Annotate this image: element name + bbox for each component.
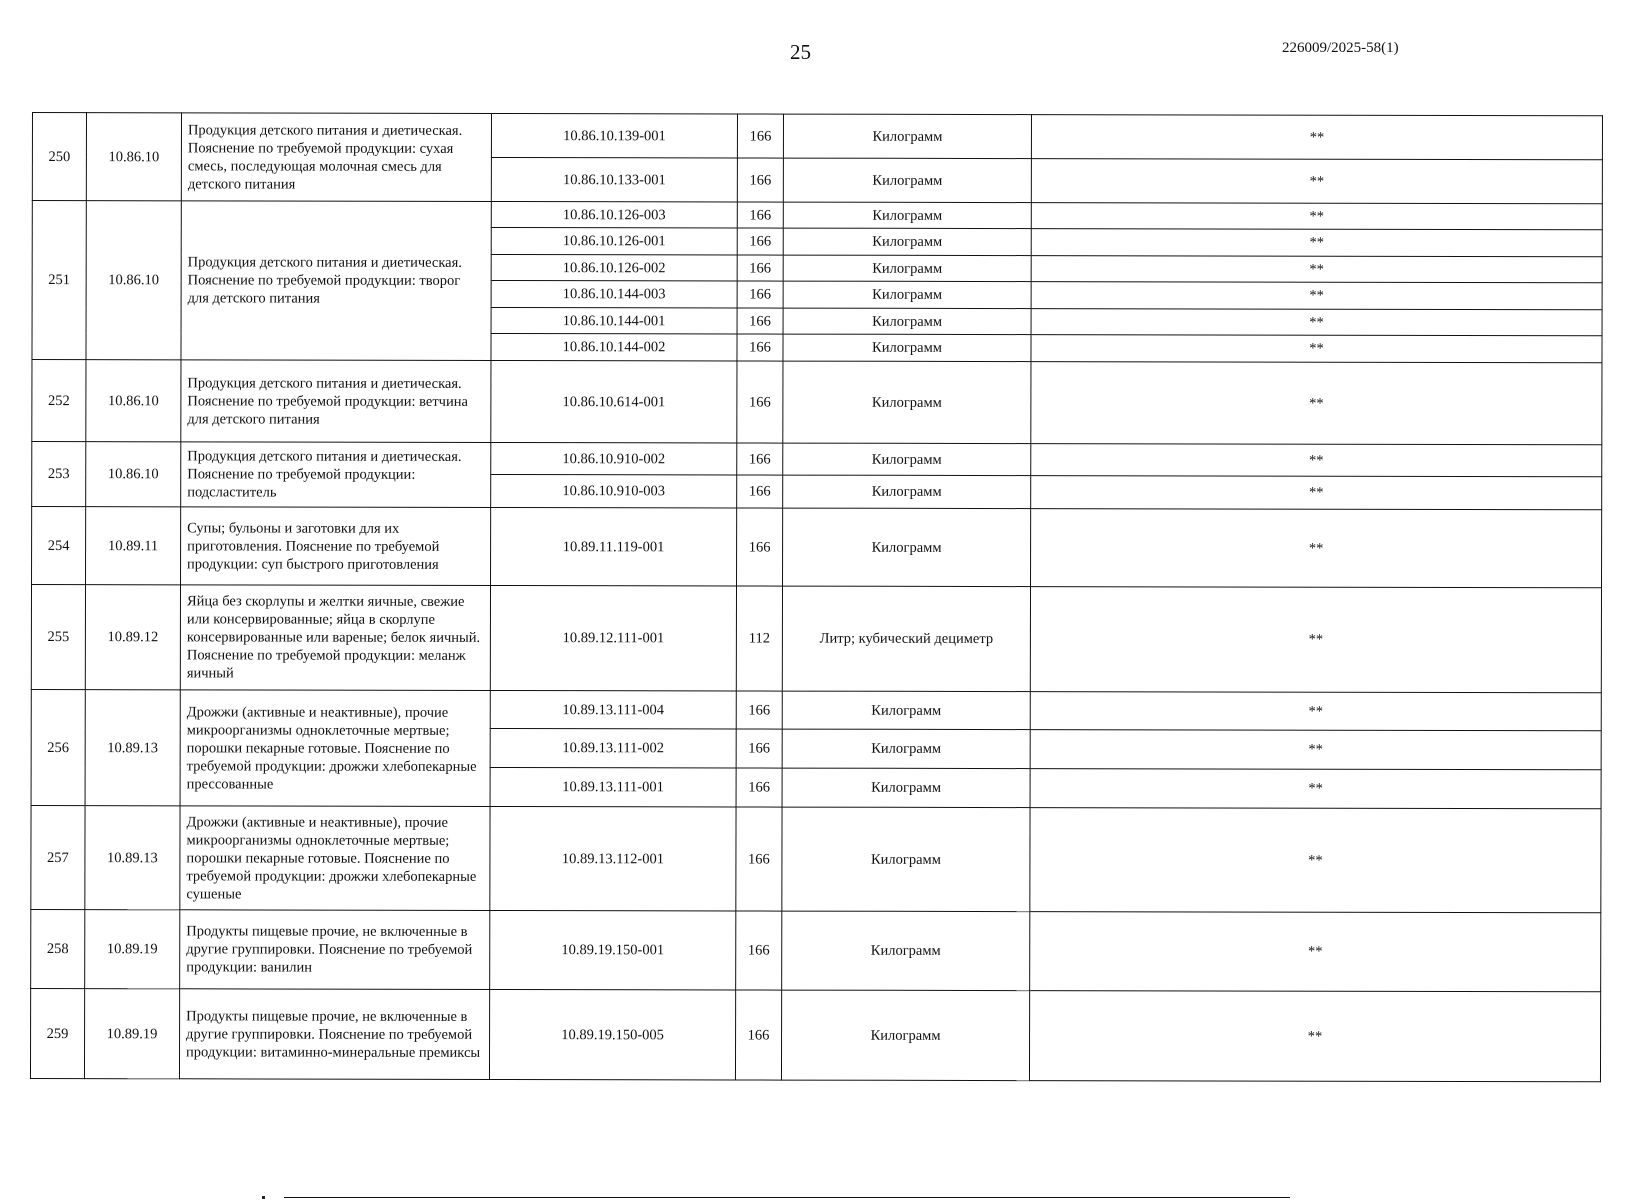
page-number: 25 — [790, 40, 811, 64]
product-description-cell: Дрожжи (активные и неактивные), прочие микроорганизмы одноклеточные мертвые; порошки пекарные готовые. Пояснение по требуемой продукции: дрожжи хлебопекарные прессованные — [180, 690, 490, 807]
okei-code-cell: 166 — [736, 729, 782, 768]
ktru-code-cell: 10.89.19.150-001 — [490, 910, 736, 990]
product-description-cell: Продукция детского питания и диетическая. Пояснение по требуемой продукции: ветчина для детского питания — [181, 360, 491, 443]
ktru-code-cell: 10.86.10.144-002 — [491, 333, 737, 361]
okpd-code-cell: 10.89.13 — [85, 690, 180, 806]
unit-cell: Килограмм — [783, 255, 1031, 282]
product-description-cell: Продукты пищевые прочие, не включенные в другие группировки. Пояснение по требуемой продукции: витаминно-минеральные премиксы — [179, 989, 489, 1080]
okpd-code-cell: 10.86.10 — [86, 442, 181, 507]
footer-mark — [262, 1196, 265, 1199]
okei-code-cell: 166 — [737, 443, 783, 475]
unit-cell: Килограмм — [783, 308, 1031, 335]
row-number-cell: 254 — [32, 507, 86, 585]
row-number-cell: 251 — [32, 201, 86, 360]
okei-code-cell: 166 — [736, 911, 782, 990]
table-row — [31, 689, 1601, 730]
unit-cell: Килограмм — [782, 729, 1030, 769]
unit-cell: Килограмм — [783, 202, 1031, 229]
okpd-code-cell: 10.89.19 — [85, 910, 180, 989]
quantity-note-cell: ** — [1030, 692, 1601, 731]
ktru-code-cell: 10.89.11.119-001 — [491, 507, 737, 586]
unit-cell: Литр; кубический дециметр — [782, 586, 1030, 692]
table-body — [30, 113, 1602, 1082]
table-row — [32, 442, 1602, 477]
row-number-cell: 253 — [32, 442, 86, 507]
table-row — [32, 360, 1602, 445]
row-number-cell: 255 — [31, 585, 85, 690]
document-reference: 226009/2025-58(1) — [1282, 40, 1399, 56]
ktru-code-cell: 10.89.19.150-005 — [489, 989, 735, 1080]
okei-code-cell: 112 — [736, 586, 782, 691]
unit-cell: Килограмм — [782, 768, 1030, 808]
ktru-code-cell: 10.86.10.133-001 — [491, 157, 737, 202]
ktru-code-cell: 10.86.10.614-001 — [491, 360, 737, 443]
table-row — [31, 585, 1601, 693]
quantity-note-cell: ** — [1030, 912, 1601, 992]
unit-cell: Килограмм — [783, 508, 1031, 587]
table-row — [31, 909, 1601, 991]
unit-cell: Килограмм — [783, 361, 1031, 444]
row-number-cell: 250 — [32, 113, 86, 201]
okpd-code-cell: 10.89.11 — [86, 507, 181, 585]
okei-code-cell: 166 — [737, 228, 783, 255]
quantity-note-cell: ** — [1030, 769, 1601, 809]
okei-code-cell: 166 — [737, 202, 783, 228]
row-number-cell: 258 — [31, 909, 85, 988]
quantity-note-cell: ** — [1031, 444, 1602, 477]
quantity-note-cell: ** — [1031, 476, 1602, 510]
product-description-cell: Яйца без скорлупы и желтки яичные, свежие или консервированные; яйца в скорлупе консервированные или вареные; белок яичный. Пояснение по требуемой продукции: меланж яичный — [180, 585, 490, 691]
ktru-code-cell: 10.86.10.910-003 — [491, 474, 737, 508]
unit-cell: Килограмм — [783, 114, 1031, 159]
ktru-code-cell: 10.86.10.144-003 — [491, 280, 737, 308]
okpd-code-cell: 10.89.13 — [85, 806, 180, 910]
unit-cell: Килограмм — [783, 334, 1031, 362]
quantity-note-cell: ** — [1030, 730, 1601, 770]
quantity-note-cell: ** — [1031, 309, 1602, 336]
quantity-note-cell: ** — [1031, 115, 1602, 160]
table-row — [30, 988, 1600, 1081]
row-number-cell: 256 — [31, 689, 85, 805]
quantity-note-cell: ** — [1031, 203, 1602, 230]
ktru-code-cell: 10.86.10.910-002 — [491, 442, 737, 475]
ktru-code-cell: 10.89.13.111-001 — [490, 767, 736, 807]
ktru-code-cell: 10.89.12.111-001 — [490, 585, 736, 691]
okei-code-cell: 166 — [735, 990, 781, 1080]
table-row — [32, 507, 1602, 588]
okpd-code-cell: 10.89.19 — [84, 989, 179, 1079]
okei-code-cell: 166 — [736, 768, 782, 807]
quantity-note-cell: ** — [1031, 362, 1602, 445]
ktru-code-cell: 10.86.10.126-001 — [491, 227, 737, 255]
okpd-code-cell: 10.86.10 — [86, 360, 181, 442]
ktru-code-cell: 10.89.13.111-004 — [490, 690, 736, 729]
unit-cell: Килограмм — [782, 691, 1030, 730]
ktru-code-cell: 10.86.10.139-001 — [491, 113, 737, 158]
unit-cell: Килограмм — [782, 911, 1030, 991]
ktru-code-cell: 10.86.10.126-003 — [491, 201, 737, 228]
product-description-cell: Продукция детского питания и диетическая. Пояснение по требуемой продукции: творог для детского питания — [181, 201, 491, 361]
okei-code-cell: 166 — [737, 334, 783, 361]
quantity-note-cell: ** — [1031, 256, 1602, 283]
okei-code-cell: 166 — [737, 508, 783, 586]
ktru-code-cell: 10.89.13.111-002 — [490, 728, 736, 768]
ktru-code-cell: 10.86.10.126-002 — [491, 254, 737, 281]
unit-cell: Килограмм — [783, 475, 1031, 509]
ktru-code-cell: 10.89.13.112-001 — [490, 806, 736, 911]
quantity-note-cell: ** — [1031, 509, 1602, 588]
specification-table-wrapper — [30, 112, 1602, 1082]
unit-cell: Килограмм — [782, 807, 1030, 912]
specification-table — [30, 112, 1603, 1082]
okpd-code-cell: 10.86.10 — [86, 113, 181, 201]
footer-line — [284, 1197, 1290, 1198]
product-description-cell: Продукция детского питания и диетическая. Пояснение по требуемой продукции: подсластитель — [181, 442, 491, 508]
table-row — [31, 805, 1601, 912]
quantity-note-cell: ** — [1030, 808, 1601, 913]
okei-code-cell: 166 — [737, 281, 783, 308]
unit-cell: Килограмм — [783, 443, 1031, 476]
okei-code-cell: 166 — [736, 691, 782, 729]
okpd-code-cell: 10.89.12 — [85, 585, 180, 690]
quantity-note-cell: ** — [1031, 282, 1602, 310]
okei-code-cell: 166 — [737, 361, 783, 443]
row-number-cell: 259 — [30, 988, 84, 1078]
quantity-note-cell: ** — [1030, 587, 1601, 693]
product-description-cell: Продукция детского питания и диетическая. Пояснение по требуемой продукции: сухая смесь, последующая молочная смесь для детского питания — [181, 113, 491, 202]
row-number-cell: 257 — [31, 805, 85, 909]
product-description-cell: Дрожжи (активные и неактивные), прочие микроорганизмы одноклеточные мертвые; порошки пекарные готовые. Пояснение по требуемой продукции: дрожжи хлебопекарные сушеные — [180, 806, 490, 911]
row-number-cell: 252 — [32, 360, 86, 442]
quantity-note-cell: ** — [1031, 229, 1602, 257]
quantity-note-cell: ** — [1031, 159, 1602, 204]
ktru-code-cell: 10.86.10.144-001 — [491, 307, 737, 334]
okei-code-cell: 166 — [737, 475, 783, 508]
okpd-code-cell: 10.86.10 — [86, 201, 181, 360]
unit-cell: Килограмм — [783, 158, 1031, 203]
okei-code-cell: 166 — [737, 255, 783, 281]
quantity-note-cell: ** — [1029, 991, 1600, 1082]
okei-code-cell: 166 — [736, 807, 782, 911]
table-row — [32, 113, 1602, 160]
unit-cell: Килограмм — [783, 281, 1031, 309]
okei-code-cell: 166 — [737, 158, 783, 202]
unit-cell: Килограмм — [783, 228, 1031, 256]
table-row — [32, 201, 1602, 230]
quantity-note-cell: ** — [1031, 335, 1602, 363]
okei-code-cell: 166 — [737, 308, 783, 334]
product-description-cell: Продукты пищевые прочие, не включенные в другие группировки. Пояснение по требуемой продукции: ванилин — [180, 910, 490, 990]
okei-code-cell: 166 — [737, 114, 783, 158]
product-description-cell: Супы; бульоны и заготовки для их приготовления. Пояснение по требуемой продукции: суп быстрого приготовления — [181, 507, 491, 586]
unit-cell: Килограмм — [781, 990, 1029, 1081]
